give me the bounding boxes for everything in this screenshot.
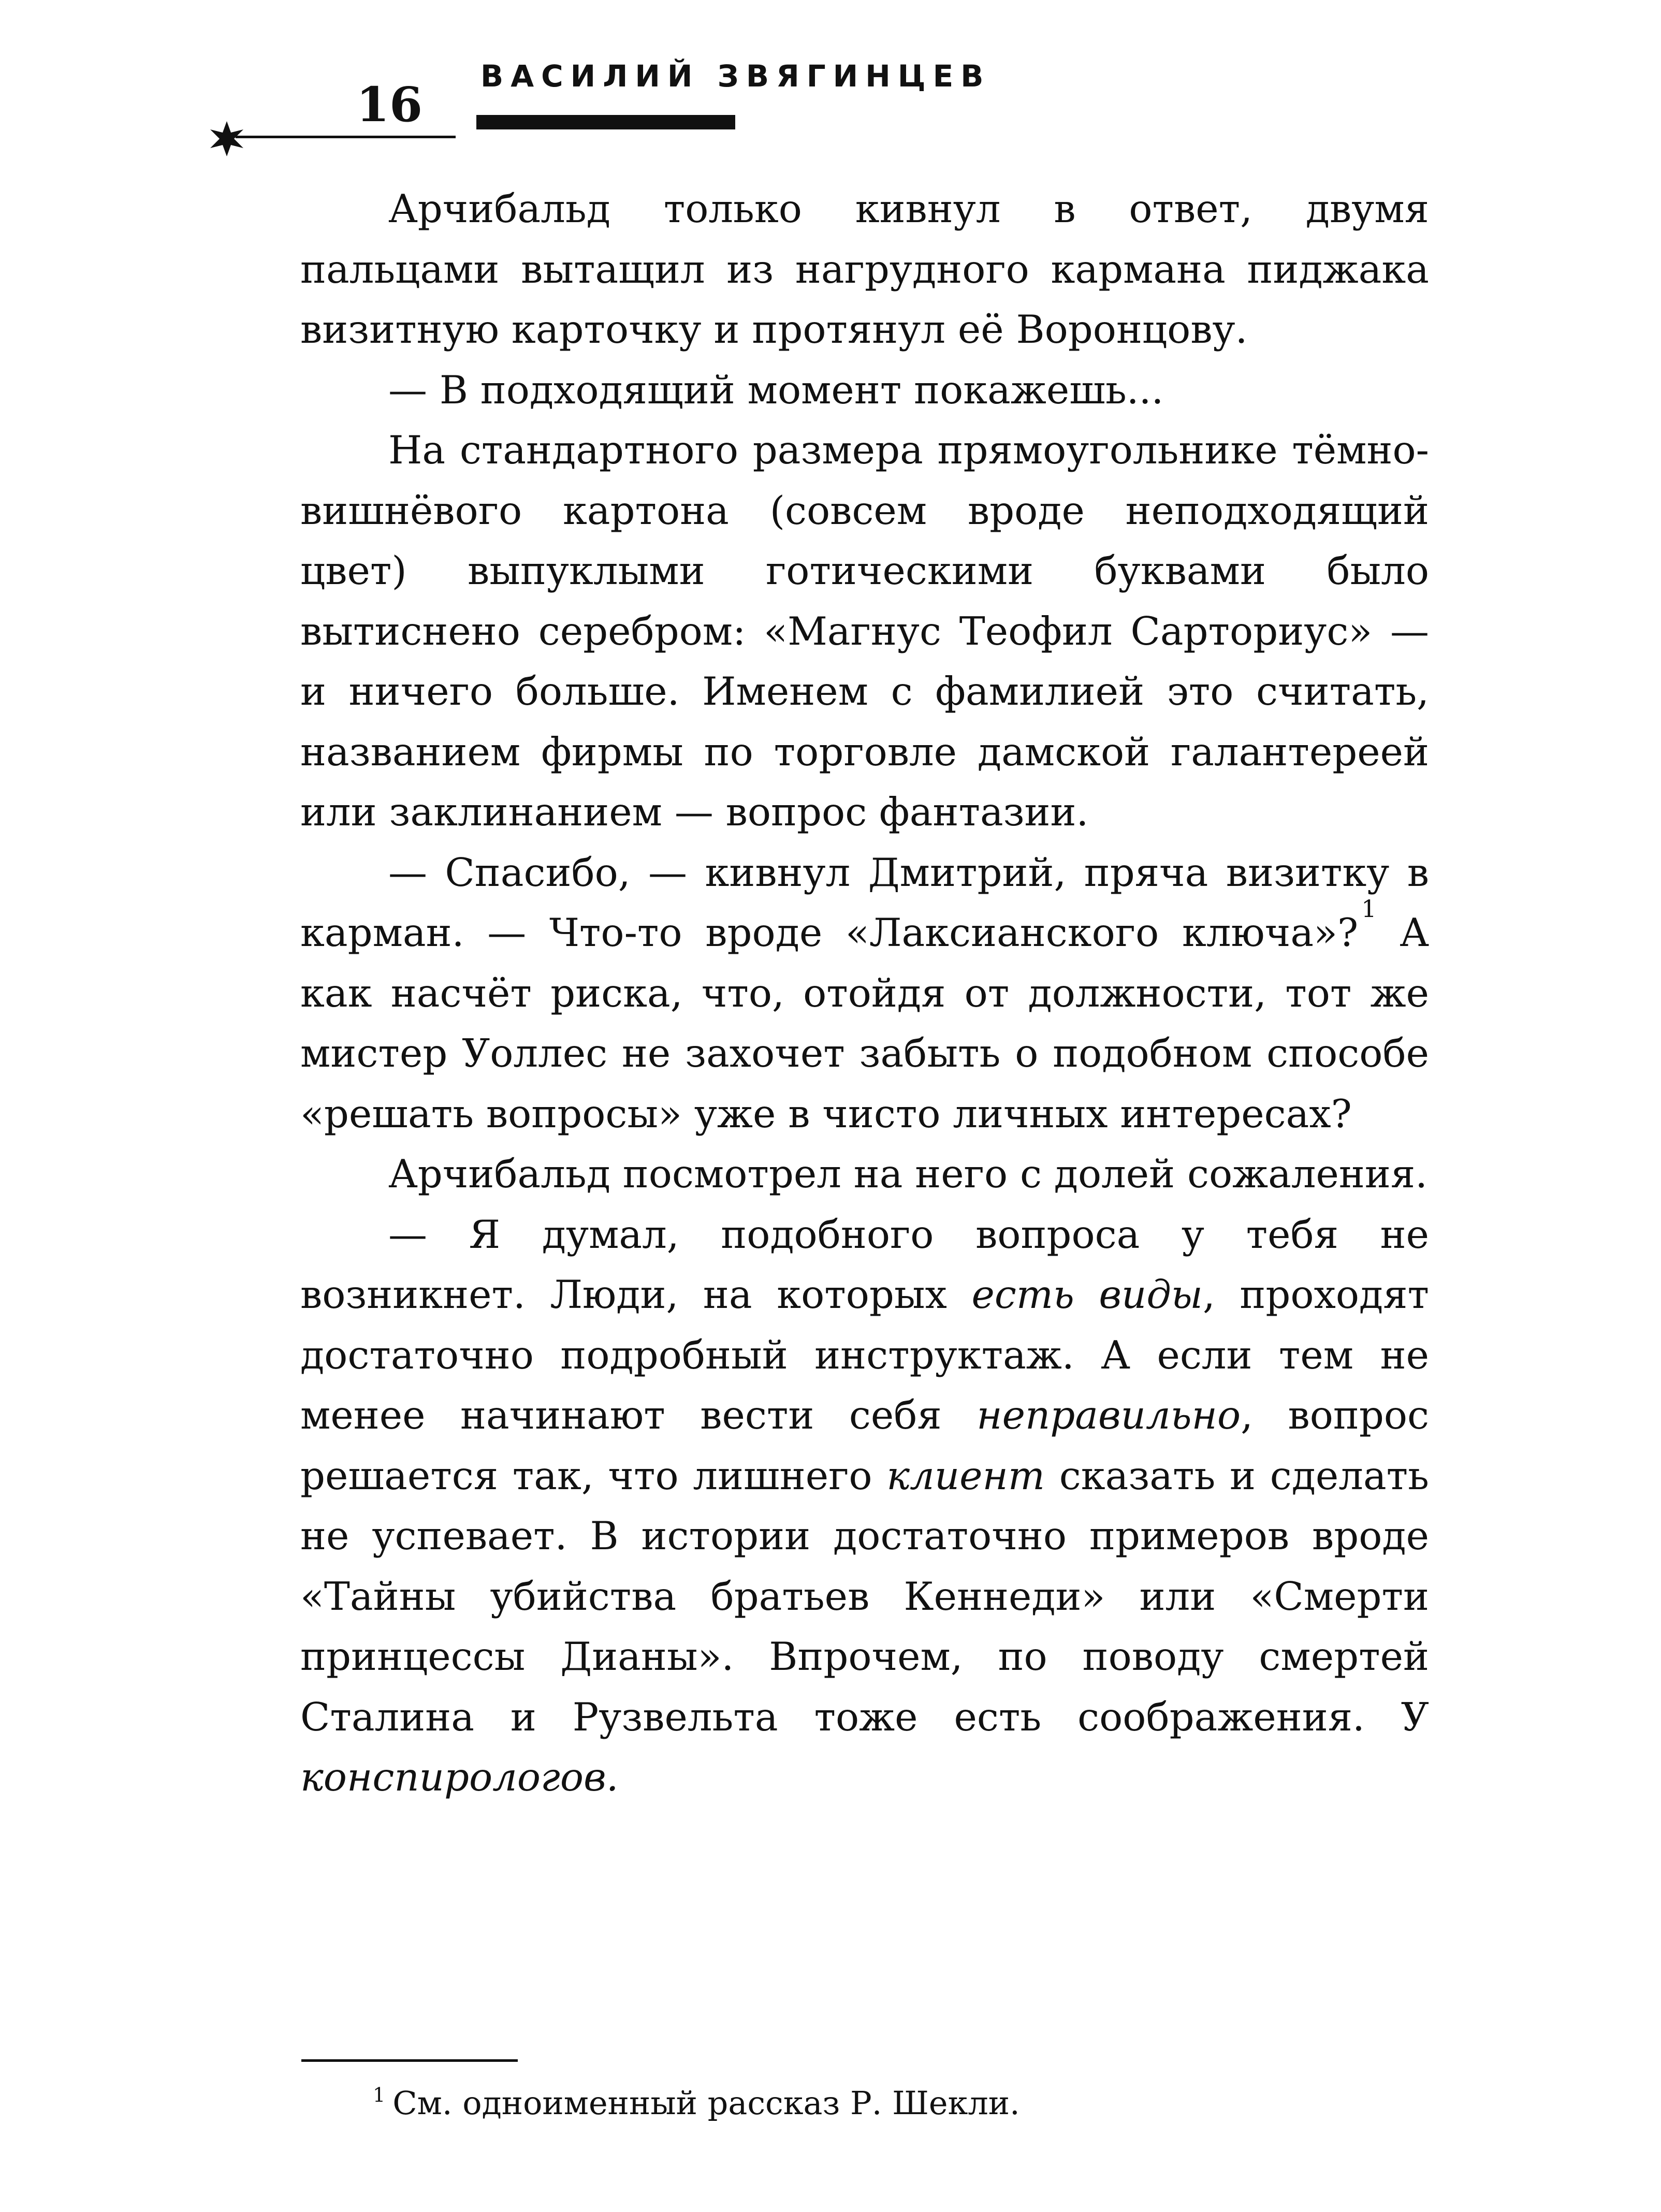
text-run: , вопрос решается так, что лишнего <box>300 1392 1429 1498</box>
paragraph: Арчибальд посмотрел на него с долей сожаления. <box>388 1151 1428 1197</box>
italic-emphasis: клиент <box>886 1452 1045 1498</box>
paragraph <box>300 1204 1429 1808</box>
footnote-rule <box>301 2059 518 2062</box>
paragraph: Арчибальд только кивнул в ответ, двумя пальцами вытащил из нагрудного кармана пиджака визитную карточку и протянул её Воронцову. <box>300 186 1429 352</box>
footnote-marker: 1 <box>373 2084 386 2106</box>
paragraph <box>300 842 1429 1144</box>
text-run: А как насчёт риска, что, отойдя от должности, тот же мистер Уоллес не захочет забыть о подобном способе «решать вопросы» уже в чисто личных интересах? <box>300 910 1430 1137</box>
text-run: сказать и сделать не успевает. В истории достаточно примеров вроде «Тайны убийства братьев Кеннеди» или «Смерти принцессы Дианы». Впрочем, по поводу смертей Сталина и Рузвельта тоже есть соображения. У <box>300 1452 1429 1740</box>
paragraph: На стандартного размера прямоугольнике тёмно-вишнёвого картона (совсем вроде неподходящий цвет) выпуклыми готическими буквами было вытиснено серебром: «Магнус Теофил Сарториус» — и ничего больше. Именем с фамилией это считать, названием фирмы по торговле дамской галантереей или заклинанием — вопрос фантазии. <box>300 427 1429 835</box>
running-header <box>0 0 1661 166</box>
star-icon <box>206 118 247 159</box>
header-rule-right <box>476 115 735 129</box>
italic-emphasis: конспирологов. <box>300 1754 619 1800</box>
italic-emphasis: есть виды <box>971 1272 1203 1317</box>
italic-emphasis: неправильно <box>977 1392 1241 1438</box>
paragraph: — В подходящий момент покажешь... <box>388 367 1164 413</box>
header-rule-left <box>236 136 456 138</box>
text-run: , проходят достаточно подробный инструктаж. А если тем не менее начинают вести себя <box>300 1272 1430 1438</box>
text-run: — Спасибо, — кивнул Дмитрий, пряча визитку в карман. — Что-то вроде «Лаксианского ключа»? <box>300 849 1429 955</box>
page-number: 16 <box>356 77 423 133</box>
body-text <box>300 179 1429 1808</box>
header-author: ВАСИЛИЙ ЗВЯГИНЦЕВ <box>480 59 991 94</box>
footnote-reference: 1 <box>1361 895 1377 923</box>
footnote <box>373 2083 1020 2128</box>
footnote-text: См. одноименный рассказ Р. Шекли. <box>392 2084 1020 2122</box>
text-run: — Я думал, подобного вопроса у тебя не возникнет. Люди, на которых <box>300 1211 1429 1317</box>
